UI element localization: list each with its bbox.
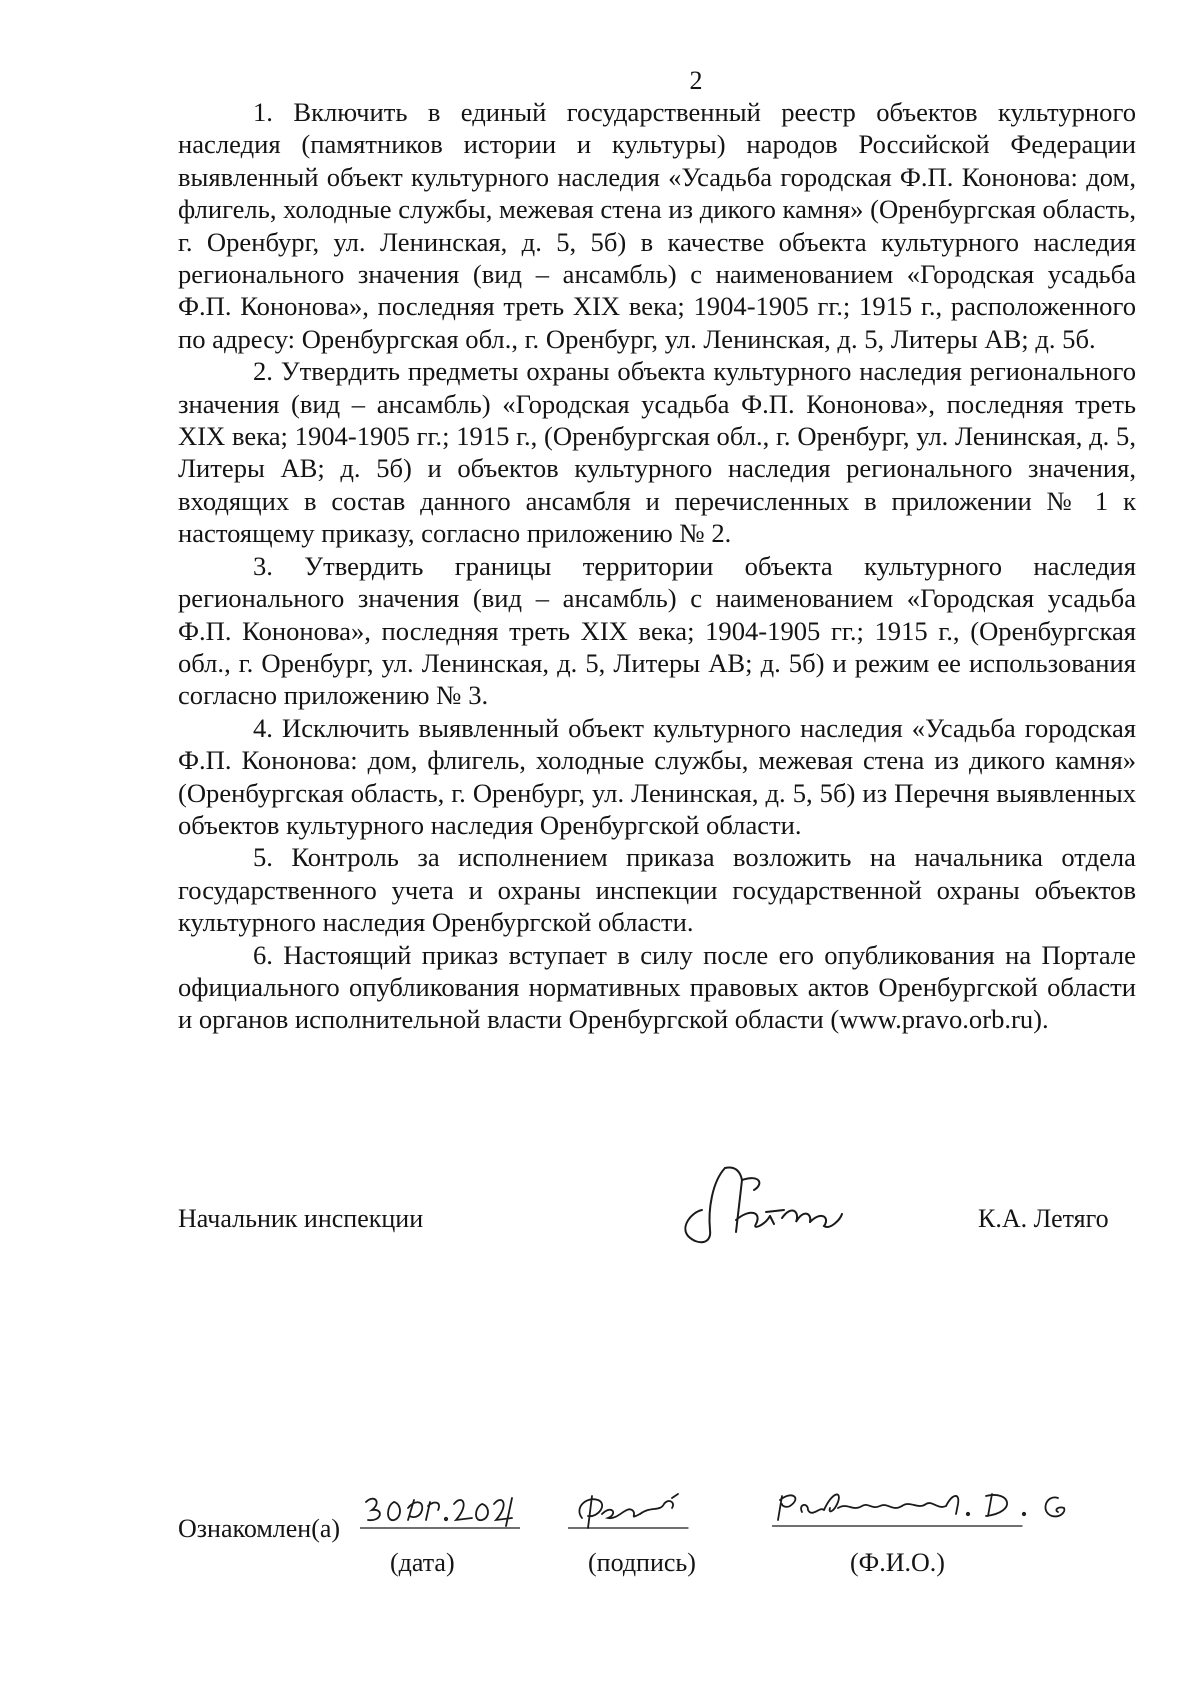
acknowledgement-label: Ознакомлен(а): [178, 1514, 341, 1543]
paragraph-1: 1. Включить в единый государственный реестр объектов культурного наследия (памятников истории и культуры) народов Российской Федерации выявленный объект культурного наследия «Усадьба городская Ф.П. Кононова: дом, флигель, холодные службы, межевая стена из дикого камня» (Оренбургская область, г. Оренбург, ул. Ленинская, д. 5, 5б) в качестве объекта культурного наследия регионального значения (вид – ансамбль) с наименованием «Городская усадьба Ф.П. Кононова», последняя треть XIX века; 1904-1905 гг.; 1915 г., расположенного по адресу: Оренбургская обл., г. Оренбург, ул. Ленинская, д. 5, Литеры АВ; д. 5б.: [178, 97, 1136, 354]
handwritten-date: [360, 1488, 520, 1534]
paragraph-6: 6. Настоящий приказ вступает в силу после его опубликования на Портале официального опубликования нормативных правовых актов Оренбургской области и органов исполнительной власти Оренбургской области (www.pravo.orb.ru).: [178, 939, 1136, 1035]
signatory-position: Начальник инспекции: [178, 1204, 424, 1233]
handwritten-name: [772, 1482, 1102, 1534]
paragraph-4: 4. Исключить выявленный объект культурного наследия «Усадьба городская Ф.П. Кононова: дом, флигель, холодные службы, межевая стена из дикого камня» (Оренбургская область, г. Оренбург, ул. Ленинская, д. 5, 5б) из Перечня выявленных объектов культурного наследия Оренбургской области.: [178, 712, 1136, 840]
caption-signature: (подпись): [588, 1548, 696, 1577]
caption-date: (дата): [390, 1548, 455, 1577]
paragraph-3: 3. Утвердить границы территории объекта культурного наследия регионального значения (вид – ансамбль) с наименованием «Городская усадьба Ф.П. Кононова», последняя треть XIX века; 1904-1905 гг.; 1915 г., (Оренбургская обл., г. Оренбург, ул. Ленинская, д. 5, Литеры АВ; д. 5б) и режим ее использования согласно приложению № 3.: [178, 550, 1136, 711]
acknowledgement-signature: [568, 1488, 728, 1534]
caption-name: (Ф.И.О.): [850, 1548, 945, 1577]
order-body: [178, 96, 1136, 1036]
paragraph-5: 5. Контроль за исполнением приказа возложить на начальника отдела государственного учета и охраны инспекции государственной охраны объектов культурного наследия Оренбургской области.: [178, 842, 1136, 938]
paragraph-2: 2. Утвердить предметы охраны объекта культурного наследия регионального значения (вид – ансамбль) «Городская усадьба Ф.П. Кононова», последняя треть XIX века; 1904-1905 гг.; 1915 г., (Оренбургская обл., г. Оренбург, ул. Ленинская, д. 5, Литеры АВ; д. 5б) и объектов культурного наследия регионального значения, входящих в состав данного ансамбля и перечисленных в приложении № 1 к настоящему приказу, согласно приложению № 2.: [178, 356, 1136, 549]
signatory-name: К.А. Летяго: [978, 1204, 1109, 1233]
page-number: 2: [689, 66, 703, 95]
director-signature: [670, 1160, 870, 1260]
